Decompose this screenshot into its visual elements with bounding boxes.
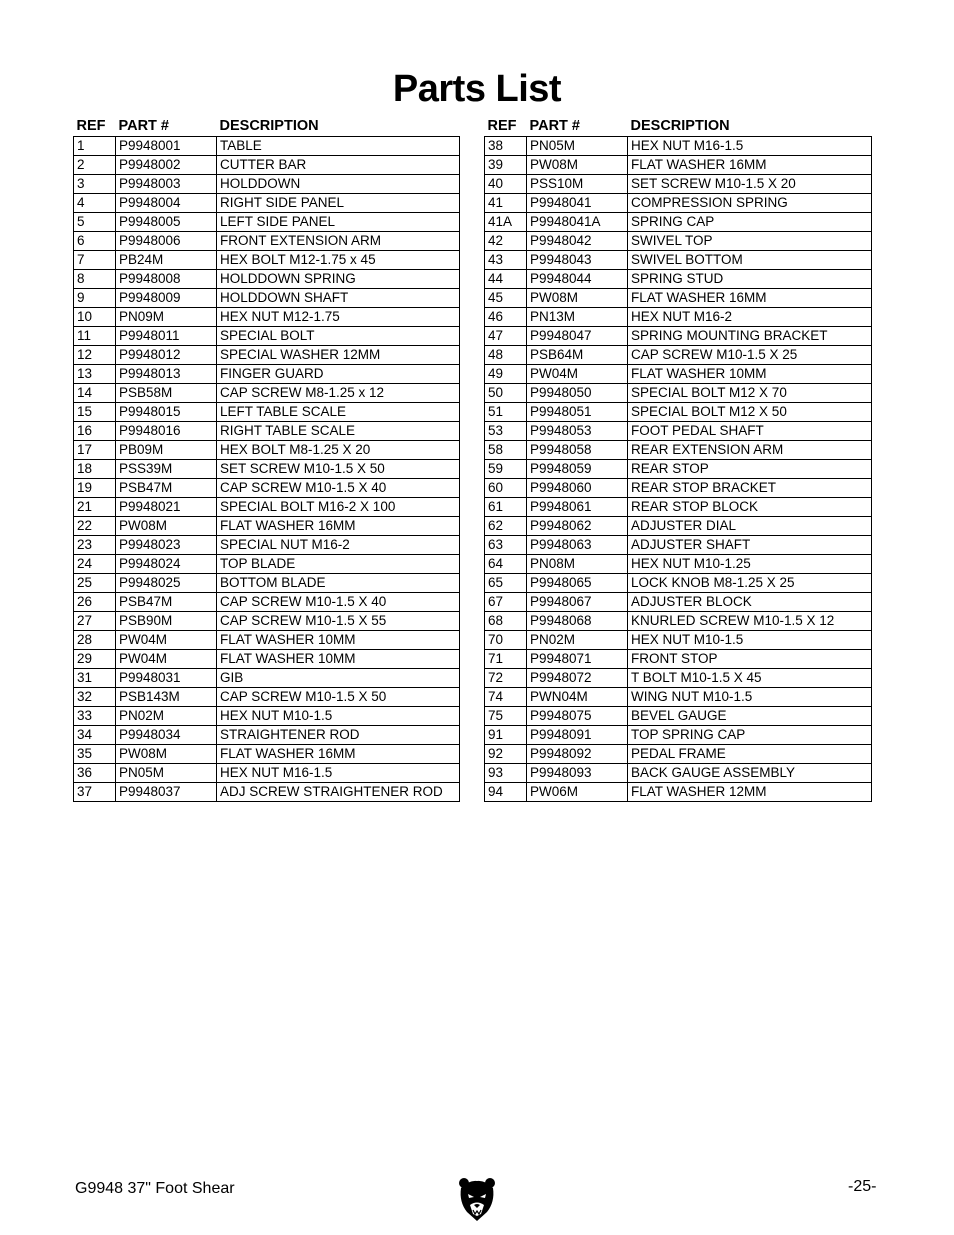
ref-cell: 44	[485, 270, 527, 289]
bear-head-icon	[457, 1176, 497, 1222]
description-cell: ADJUSTER SHAFT	[628, 536, 872, 555]
description-cell: FINGER GUARD	[217, 365, 460, 384]
description-cell: FLAT WASHER 16MM	[628, 289, 872, 308]
description-cell: CAP SCREW M10-1.5 X 50	[217, 688, 460, 707]
part-number-cell: P9948004	[116, 194, 217, 213]
ref-cell: 10	[74, 308, 116, 327]
ref-cell: 26	[74, 593, 116, 612]
ref-cell: 74	[485, 688, 527, 707]
description-cell: T BOLT M10-1.5 X 45	[628, 669, 872, 688]
table-row	[485, 251, 872, 270]
part-number-cell: PSB47M	[116, 593, 217, 612]
part-number-cell: P9948042	[527, 232, 628, 251]
part-number-cell: P9948006	[116, 232, 217, 251]
ref-cell: 25	[74, 574, 116, 593]
part-number-cell: P9948047	[527, 327, 628, 346]
table-header-row	[485, 112, 872, 137]
description-cell: CAP SCREW M10-1.5 X 40	[217, 593, 460, 612]
ref-cell: 47	[485, 327, 527, 346]
table-row	[485, 156, 872, 175]
description-cell: FLAT WASHER 10MM	[217, 631, 460, 650]
description-cell: HEX NUT M16-2	[628, 308, 872, 327]
description-cell: CAP SCREW M10-1.5 X 55	[217, 612, 460, 631]
ref-cell: 4	[74, 194, 116, 213]
description-cell: SET SCREW M10-1.5 X 50	[217, 460, 460, 479]
part-number-cell: P9948011	[116, 327, 217, 346]
description-cell: HEX NUT M10-1.5	[217, 707, 460, 726]
part-number-cell: P9948012	[116, 346, 217, 365]
part-number-cell: PN13M	[527, 308, 628, 327]
description-cell: FRONT EXTENSION ARM	[217, 232, 460, 251]
part-number-cell: P9948072	[527, 669, 628, 688]
ref-cell: 58	[485, 441, 527, 460]
part-number-cell: P9948063	[527, 536, 628, 555]
description-cell: FLAT WASHER 10MM	[217, 650, 460, 669]
table-row	[485, 289, 872, 308]
ref-cell: 59	[485, 460, 527, 479]
part-number-cell: PW08M	[116, 745, 217, 764]
table-row	[74, 194, 460, 213]
ref-cell: 12	[74, 346, 116, 365]
description-cell: HOLDDOWN SPRING	[217, 270, 460, 289]
part-number-cell: PSB47M	[116, 479, 217, 498]
table-row	[74, 593, 460, 612]
description-cell: SPRING CAP	[628, 213, 872, 232]
table-row	[74, 403, 460, 422]
ref-cell: 43	[485, 251, 527, 270]
ref-cell: 38	[485, 137, 527, 156]
part-number-cell: PB24M	[116, 251, 217, 270]
ref-cell: 15	[74, 403, 116, 422]
ref-cell: 22	[74, 517, 116, 536]
description-header: DESCRIPTION	[630, 118, 730, 134]
part-number-cell: P9948092	[527, 745, 628, 764]
footer-model: G9948 37" Foot Shear	[75, 1180, 235, 1197]
description-cell: BEVEL GAUGE	[628, 707, 872, 726]
description-cell: WING NUT M10-1.5	[628, 688, 872, 707]
ref-cell: 9	[74, 289, 116, 308]
ref-cell: 13	[74, 365, 116, 384]
ref-cell: 34	[74, 726, 116, 745]
ref-header: REF	[76, 118, 106, 134]
part-header: PART #	[118, 118, 169, 134]
ref-header: REF	[487, 118, 517, 134]
ref-cell: 35	[74, 745, 116, 764]
ref-cell: 19	[74, 479, 116, 498]
ref-cell: 2	[74, 156, 116, 175]
ref-cell: 94	[485, 783, 527, 802]
ref-cell: 27	[74, 612, 116, 631]
table-row	[74, 726, 460, 745]
description-cell: CAP SCREW M10-1.5 X 25	[628, 346, 872, 365]
ref-cell: 53	[485, 422, 527, 441]
table-row	[74, 270, 460, 289]
description-cell: SWIVEL TOP	[628, 232, 872, 251]
table-row	[74, 783, 460, 802]
description-cell: CUTTER BAR	[217, 156, 460, 175]
description-cell: BACK GAUGE ASSEMBLY	[628, 764, 872, 783]
part-number-cell: PW04M	[527, 365, 628, 384]
table-row	[74, 479, 460, 498]
ref-cell: 29	[74, 650, 116, 669]
part-number-cell: PW08M	[527, 289, 628, 308]
description-cell: SPECIAL BOLT M16-2 X 100	[217, 498, 460, 517]
ref-cell: 7	[74, 251, 116, 270]
table-row	[74, 422, 460, 441]
description-cell: SET SCREW M10-1.5 X 20	[628, 175, 872, 194]
description-cell: SPECIAL NUT M16-2	[217, 536, 460, 555]
description-cell: FLAT WASHER 16MM	[628, 156, 872, 175]
description-cell: LEFT TABLE SCALE	[217, 403, 460, 422]
table-row	[485, 327, 872, 346]
description-cell: HEX BOLT M8-1.25 X 20	[217, 441, 460, 460]
part-number-cell: P9948051	[527, 403, 628, 422]
part-number-cell: PSB143M	[116, 688, 217, 707]
ref-cell: 61	[485, 498, 527, 517]
part-number-cell: P9948068	[527, 612, 628, 631]
table-row	[485, 498, 872, 517]
description-cell: ADJUSTER DIAL	[628, 517, 872, 536]
ref-cell: 46	[485, 308, 527, 327]
table-row	[485, 441, 872, 460]
ref-cell: 39	[485, 156, 527, 175]
ref-cell: 17	[74, 441, 116, 460]
ref-cell: 60	[485, 479, 527, 498]
table-row	[74, 251, 460, 270]
ref-cell: 51	[485, 403, 527, 422]
description-cell: CAP SCREW M8-1.25 x 12	[217, 384, 460, 403]
table-row	[74, 384, 460, 403]
ref-cell: 11	[74, 327, 116, 346]
table-row	[74, 213, 460, 232]
ref-cell: 50	[485, 384, 527, 403]
ref-cell: 62	[485, 517, 527, 536]
table-row	[485, 707, 872, 726]
description-cell: SWIVEL BOTTOM	[628, 251, 872, 270]
part-header: PART #	[529, 118, 580, 134]
description-cell: TOP BLADE	[217, 555, 460, 574]
description-cell: CAP SCREW M10-1.5 X 40	[217, 479, 460, 498]
part-number-cell: P9948043	[527, 251, 628, 270]
table-row	[485, 745, 872, 764]
part-number-cell: P9948034	[116, 726, 217, 745]
part-number-cell: PB09M	[116, 441, 217, 460]
part-number-cell: P9948058	[527, 441, 628, 460]
description-cell: TABLE	[217, 137, 460, 156]
ref-cell: 6	[74, 232, 116, 251]
description-cell: HEX NUT M10-1.25	[628, 555, 872, 574]
part-number-cell: PN08M	[527, 555, 628, 574]
ref-cell: 8	[74, 270, 116, 289]
table-row	[485, 726, 872, 745]
part-number-cell: P9948031	[116, 669, 217, 688]
ref-cell: 92	[485, 745, 527, 764]
part-number-cell: PSB90M	[116, 612, 217, 631]
table-row	[74, 517, 460, 536]
description-cell: PEDAL FRAME	[628, 745, 872, 764]
table-row	[485, 631, 872, 650]
ref-cell: 93	[485, 764, 527, 783]
part-number-cell: P9948015	[116, 403, 217, 422]
part-number-cell: P9948037	[116, 783, 217, 802]
description-cell: LOCK KNOB M8-1.25 X 25	[628, 574, 872, 593]
ref-cell: 65	[485, 574, 527, 593]
description-cell: SPECIAL BOLT M12 X 70	[628, 384, 872, 403]
ref-cell: 68	[485, 612, 527, 631]
table-row	[485, 175, 872, 194]
part-number-cell: P9948041A	[527, 213, 628, 232]
table-row	[485, 232, 872, 251]
description-cell: HEX NUT M10-1.5	[628, 631, 872, 650]
table-row	[74, 460, 460, 479]
description-cell: SPECIAL WASHER 12MM	[217, 346, 460, 365]
parts-table-left	[73, 112, 460, 802]
part-number-cell: PN02M	[116, 707, 217, 726]
part-number-cell: P9948008	[116, 270, 217, 289]
description-cell: HOLDDOWN SHAFT	[217, 289, 460, 308]
ref-cell: 71	[485, 650, 527, 669]
description-cell: ADJUSTER BLOCK	[628, 593, 872, 612]
table-row	[74, 175, 460, 194]
description-cell: HOLDDOWN	[217, 175, 460, 194]
part-number-cell: P9948044	[527, 270, 628, 289]
part-number-cell: P9948067	[527, 593, 628, 612]
table-row	[485, 479, 872, 498]
part-number-cell: PSS10M	[527, 175, 628, 194]
part-number-cell: PN05M	[116, 764, 217, 783]
description-cell: SPECIAL BOLT M12 X 50	[628, 403, 872, 422]
description-header: DESCRIPTION	[219, 118, 319, 134]
ref-cell: 1	[74, 137, 116, 156]
table-row	[485, 422, 872, 441]
ref-cell: 24	[74, 555, 116, 574]
part-number-cell: PN02M	[527, 631, 628, 650]
description-cell: FLAT WASHER 10MM	[628, 365, 872, 384]
part-number-cell: P9948025	[116, 574, 217, 593]
part-number-cell: P9948001	[116, 137, 217, 156]
part-number-cell: PN09M	[116, 308, 217, 327]
table-row	[74, 137, 460, 156]
ref-cell: 75	[485, 707, 527, 726]
table-row	[74, 650, 460, 669]
ref-cell: 70	[485, 631, 527, 650]
description-cell: COMPRESSION SPRING	[628, 194, 872, 213]
table-row	[485, 669, 872, 688]
table-row	[485, 346, 872, 365]
part-number-cell: P9948013	[116, 365, 217, 384]
ref-cell: 33	[74, 707, 116, 726]
description-cell: RIGHT SIDE PANEL	[217, 194, 460, 213]
description-cell: RIGHT TABLE SCALE	[217, 422, 460, 441]
ref-cell: 42	[485, 232, 527, 251]
part-number-cell: P9948061	[527, 498, 628, 517]
ref-cell: 31	[74, 669, 116, 688]
table-row	[74, 555, 460, 574]
ref-cell: 49	[485, 365, 527, 384]
description-cell: BOTTOM BLADE	[217, 574, 460, 593]
ref-cell: 64	[485, 555, 527, 574]
description-cell: SPRING MOUNTING BRACKET	[628, 327, 872, 346]
description-cell: SPECIAL BOLT	[217, 327, 460, 346]
part-number-cell: PWN04M	[527, 688, 628, 707]
table-row	[485, 555, 872, 574]
part-number-cell: P9948016	[116, 422, 217, 441]
table-row	[485, 574, 872, 593]
table-row	[74, 365, 460, 384]
part-number-cell: P9948050	[527, 384, 628, 403]
description-cell: HEX NUT M16-1.5	[217, 764, 460, 783]
parts-table-right	[484, 112, 872, 802]
description-cell: HEX BOLT M12-1.75 x 45	[217, 251, 460, 270]
footer-page-number: -25-	[848, 1178, 877, 1195]
table-row	[74, 707, 460, 726]
table-row	[485, 688, 872, 707]
part-number-cell: P9948009	[116, 289, 217, 308]
part-number-cell: PSB64M	[527, 346, 628, 365]
description-cell: GIB	[217, 669, 460, 688]
description-cell: REAR STOP BLOCK	[628, 498, 872, 517]
table-row	[74, 232, 460, 251]
description-cell: TOP SPRING CAP	[628, 726, 872, 745]
ref-cell: 23	[74, 536, 116, 555]
table-row	[485, 384, 872, 403]
table-row	[74, 327, 460, 346]
table-row	[485, 270, 872, 289]
table-row	[485, 137, 872, 156]
description-cell: REAR STOP BRACKET	[628, 479, 872, 498]
table-row	[74, 289, 460, 308]
table-row	[74, 441, 460, 460]
table-row	[74, 574, 460, 593]
ref-cell: 40	[485, 175, 527, 194]
ref-cell: 5	[74, 213, 116, 232]
table-row	[485, 612, 872, 631]
part-number-cell: P9948024	[116, 555, 217, 574]
part-number-cell: P9948091	[527, 726, 628, 745]
table-row	[74, 536, 460, 555]
part-number-cell: P9948005	[116, 213, 217, 232]
part-number-cell: P9948053	[527, 422, 628, 441]
part-number-cell: P9948071	[527, 650, 628, 669]
table-row	[74, 346, 460, 365]
description-cell: ADJ SCREW STRAIGHTENER ROD	[217, 783, 460, 802]
description-cell: STRAIGHTENER ROD	[217, 726, 460, 745]
description-cell: FRONT STOP	[628, 650, 872, 669]
table-row	[485, 593, 872, 612]
table-row	[485, 403, 872, 422]
ref-cell: 18	[74, 460, 116, 479]
ref-cell: 63	[485, 536, 527, 555]
description-cell: HEX NUT M16-1.5	[628, 137, 872, 156]
part-number-cell: P9948041	[527, 194, 628, 213]
part-number-cell: P9948062	[527, 517, 628, 536]
table-row	[485, 783, 872, 802]
part-number-cell: P9948060	[527, 479, 628, 498]
description-cell: FOOT PEDAL SHAFT	[628, 422, 872, 441]
table-header-row	[74, 112, 460, 137]
part-number-cell: P9948023	[116, 536, 217, 555]
ref-cell: 37	[74, 783, 116, 802]
table-row	[485, 308, 872, 327]
ref-cell: 16	[74, 422, 116, 441]
description-cell: FLAT WASHER 16MM	[217, 517, 460, 536]
ref-cell: 45	[485, 289, 527, 308]
part-number-cell: PW06M	[527, 783, 628, 802]
part-number-cell: PW08M	[527, 156, 628, 175]
page-title: Parts List	[392, 68, 562, 110]
table-row	[485, 194, 872, 213]
ref-cell: 28	[74, 631, 116, 650]
table-row	[74, 631, 460, 650]
ref-cell: 41	[485, 194, 527, 213]
part-number-cell: P9948075	[527, 707, 628, 726]
table-row	[74, 764, 460, 783]
description-cell: FLAT WASHER 12MM	[628, 783, 872, 802]
part-number-cell: PW08M	[116, 517, 217, 536]
table-row	[74, 612, 460, 631]
description-cell: HEX NUT M12-1.75	[217, 308, 460, 327]
description-cell: KNURLED SCREW M10-1.5 X 12	[628, 612, 872, 631]
table-row	[74, 498, 460, 517]
part-number-cell: P9948003	[116, 175, 217, 194]
table-row	[485, 764, 872, 783]
table-row	[485, 517, 872, 536]
part-number-cell: PSB58M	[116, 384, 217, 403]
ref-cell: 41A	[485, 213, 527, 232]
part-number-cell: P9948021	[116, 498, 217, 517]
part-number-cell: P9948002	[116, 156, 217, 175]
ref-cell: 72	[485, 669, 527, 688]
table-row	[485, 650, 872, 669]
part-number-cell: PSS39M	[116, 460, 217, 479]
part-number-cell: P9948093	[527, 764, 628, 783]
table-row	[74, 308, 460, 327]
table-row	[485, 536, 872, 555]
part-number-cell: PN05M	[527, 137, 628, 156]
table-row	[74, 745, 460, 764]
table-row	[74, 688, 460, 707]
description-cell: REAR STOP	[628, 460, 872, 479]
part-number-cell: PW04M	[116, 631, 217, 650]
ref-cell: 21	[74, 498, 116, 517]
ref-cell: 3	[74, 175, 116, 194]
ref-cell: 91	[485, 726, 527, 745]
table-row	[485, 365, 872, 384]
table-row	[485, 460, 872, 479]
table-row	[74, 669, 460, 688]
part-number-cell: PW04M	[116, 650, 217, 669]
ref-cell: 67	[485, 593, 527, 612]
ref-cell: 32	[74, 688, 116, 707]
description-cell: LEFT SIDE PANEL	[217, 213, 460, 232]
description-cell: REAR EXTENSION ARM	[628, 441, 872, 460]
description-cell: SPRING STUD	[628, 270, 872, 289]
part-number-cell: P9948065	[527, 574, 628, 593]
table-row	[74, 156, 460, 175]
description-cell: FLAT WASHER 16MM	[217, 745, 460, 764]
part-number-cell: P9948059	[527, 460, 628, 479]
ref-cell: 48	[485, 346, 527, 365]
table-row	[485, 213, 872, 232]
ref-cell: 36	[74, 764, 116, 783]
ref-cell: 14	[74, 384, 116, 403]
